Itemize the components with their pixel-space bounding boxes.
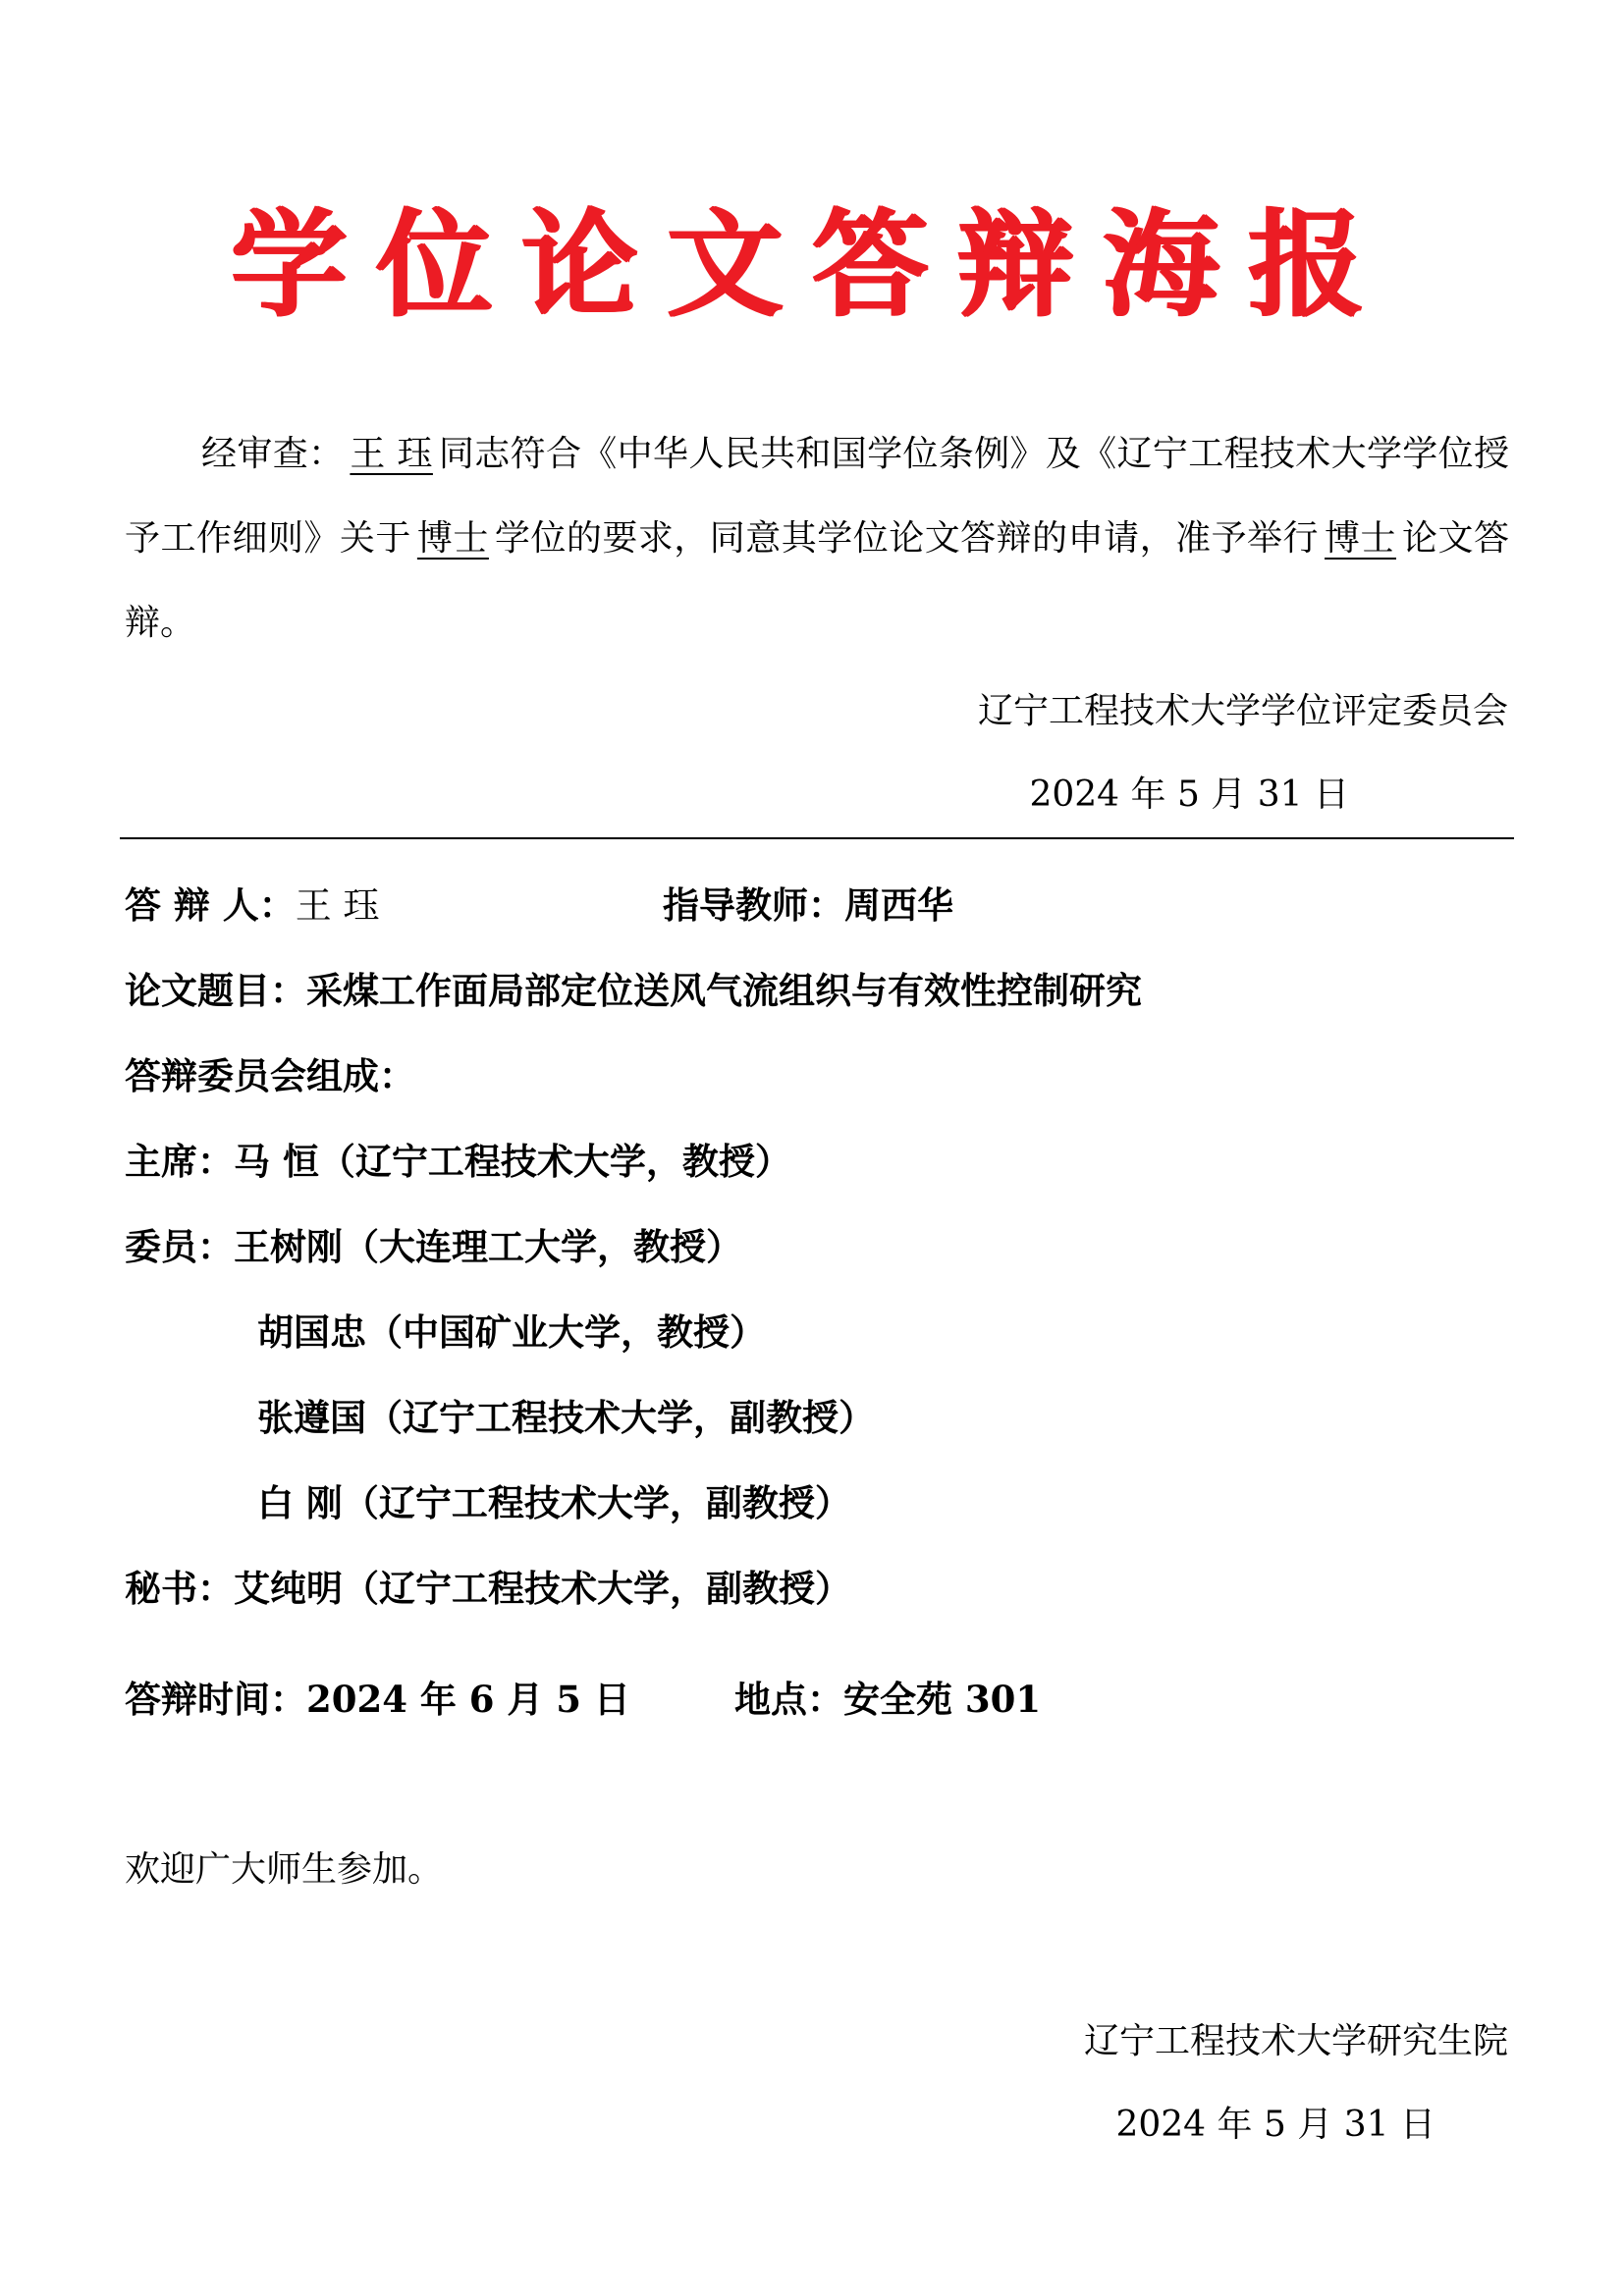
member-1: 王树刚（大连理工大学，教授） [234, 1225, 742, 1268]
approval-prefix: 经审查： [201, 434, 345, 474]
degree-blank: 博士 [416, 518, 489, 559]
approval-text-3: 论文答辩。 [125, 518, 1509, 643]
defense-time-row [125, 1674, 630, 1725]
advisor-row [663, 880, 953, 931]
thesis-title: 采煤工作面局部定位送风气流组织与有效性控制研究 [306, 969, 1142, 1012]
respondent-name: 王 珏 [295, 884, 380, 927]
advisor-name: 周西华 [844, 883, 953, 927]
members-row [125, 1221, 742, 1272]
poster-title: 学位论文答辩海报 [230, 196, 1393, 333]
chair-label: 主席： [125, 1140, 234, 1183]
committee-heading: 答辩委员会组成： [125, 1054, 415, 1097]
chair-name: 马 恒（辽宁工程技术大学，教授） [234, 1140, 791, 1183]
thesis-title-row [125, 965, 1142, 1016]
respondent-row [125, 880, 380, 932]
member-3: 张遵国（辽宁工程技术大学，副教授） [257, 1396, 875, 1439]
footer-organization: 辽宁工程技术大学研究生院 [1083, 2021, 1508, 2061]
respondent-label: 答 辩 人： [125, 883, 296, 927]
welcome-text: 欢迎广大师生参加。 [125, 1849, 444, 1890]
advisor-label: 指导教师： [663, 883, 844, 927]
approval-date: 2024 年 5 月 31 日 [1029, 774, 1349, 815]
chair-row [125, 1136, 791, 1187]
secretary-row [125, 1563, 851, 1614]
candidate-name-blank: 王 珏 [350, 434, 433, 474]
defense-time: 2024 年 6 月 5 日 [306, 1678, 630, 1721]
member-2: 胡国忠（中国矿业大学，教授） [257, 1310, 766, 1354]
defense-place-row [734, 1674, 1041, 1725]
member-4: 白 刚（辽宁工程技术大学，副教授） [257, 1481, 851, 1524]
committee-signature: 辽宁工程技术大学学位评定委员会 [977, 691, 1508, 731]
secretary-name: 艾纯明（辽宁工程技术大学，副教授） [234, 1567, 851, 1610]
degree-blank-2: 博士 [1325, 518, 1397, 559]
approval-paragraph [125, 412, 1509, 666]
defense-time-label: 答辩时间： [125, 1678, 306, 1721]
approval-text-2: 学位的要求，同意其学位论文答辩的申请，准予举行 [494, 518, 1320, 559]
approval-text-1: 同志符合《中华人民共和国学位条例》及《辽宁工程技术大学学位授予工作细则》关于 [125, 434, 1509, 559]
divider-line [120, 837, 1514, 839]
secretary-label: 秘书： [125, 1567, 234, 1610]
footer-date: 2024 年 5 月 31 日 [1115, 2105, 1435, 2145]
defense-place-label: 地点： [734, 1678, 843, 1721]
thesis-title-label: 论文题目： [125, 969, 306, 1012]
defense-place: 安全苑 301 [843, 1678, 1042, 1721]
members-label: 委员： [125, 1225, 234, 1268]
